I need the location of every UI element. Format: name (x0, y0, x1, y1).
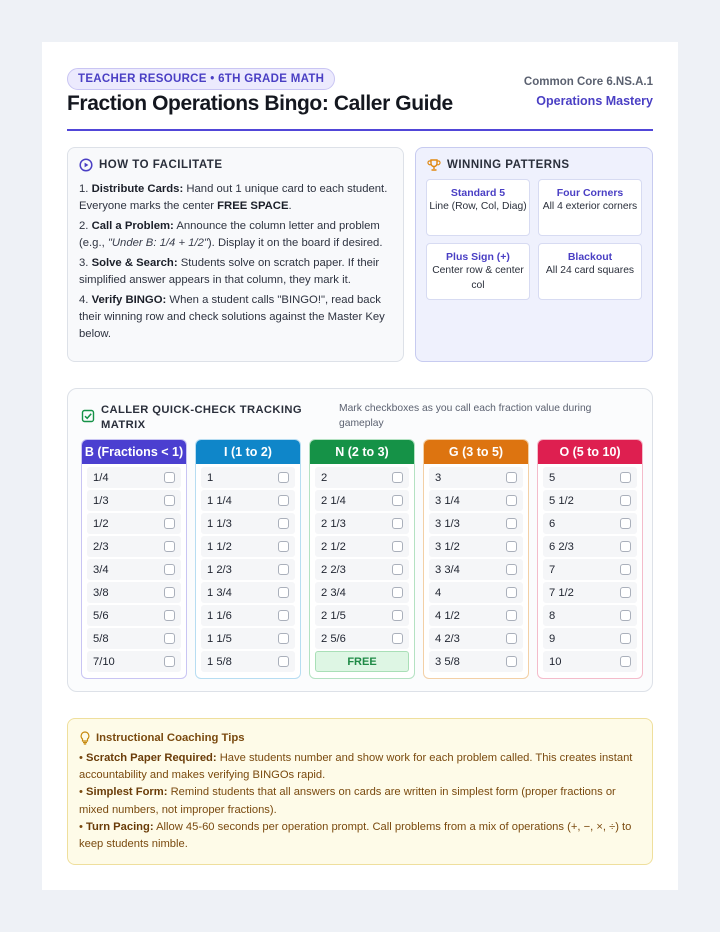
value-label: 2 1/4 (321, 494, 346, 507)
value-checkbox[interactable] (506, 564, 517, 575)
value-checkbox[interactable] (506, 541, 517, 552)
value-checkbox[interactable] (278, 564, 289, 575)
tracking-row (315, 605, 409, 626)
pattern-card: Blackout All 24 card squares (538, 243, 642, 300)
tracking-row (429, 467, 523, 488)
value-checkbox[interactable] (278, 541, 289, 552)
value-label: 4 (435, 586, 442, 599)
worksheet-page (42, 42, 678, 890)
tracking-row (429, 559, 523, 580)
tracking-row (201, 536, 295, 557)
tip-item: • Simplest Form: Remind students that all answers on cards are written in simplest form (proper fractions or mixed numbers, not improper fractions). (79, 786, 616, 816)
tracking-row (543, 651, 637, 672)
value-checkbox[interactable] (278, 495, 289, 506)
value-label: 2 1/5 (321, 609, 346, 622)
value-label: 1 1/4 (207, 494, 232, 507)
value-label: 1 (207, 471, 214, 484)
winning-heading-text: WINNING PATTERNS (447, 159, 570, 171)
column-header: N (2 to 3) (310, 440, 414, 464)
value-checkbox[interactable] (620, 564, 631, 575)
matrix-column (423, 439, 529, 679)
value-label: 5 1/2 (549, 494, 574, 507)
step-2: 2. Call a Problem: Announce the column letter and problem (e.g., "Under B: 1/4 + 1/2"). Display it on the board if desired. (79, 219, 383, 250)
tracking-row (87, 559, 181, 580)
matrix-column (195, 439, 301, 679)
column-body (82, 464, 186, 677)
value-label: 2 (321, 471, 328, 484)
value-label: 1/3 (93, 494, 109, 507)
matrix-note: Mark checkboxes as you call each fraction value during gameplay (339, 403, 592, 429)
value-checkbox[interactable] (392, 633, 403, 644)
value-label: 6 (549, 517, 556, 530)
tracking-row (543, 467, 637, 488)
value-label: 3/4 (93, 563, 109, 576)
value-label: 10 (549, 655, 562, 668)
tracking-row (543, 490, 637, 511)
column-body (424, 464, 528, 677)
column-body (538, 464, 642, 677)
step-3: 3. Solve & Search: Students solve on scratch paper. If their simplified answer appears in that column, they mark it. (79, 256, 380, 287)
value-checkbox[interactable] (620, 587, 631, 598)
value-label: 1 2/3 (207, 563, 232, 576)
value-checkbox[interactable] (164, 495, 175, 506)
play-circle-icon (79, 158, 93, 172)
tracking-row (315, 490, 409, 511)
value-checkbox[interactable] (164, 656, 175, 667)
tracking-row (429, 490, 523, 511)
value-label: 5/6 (93, 609, 109, 622)
value-label: 7 1/2 (549, 586, 574, 599)
value-label: 2/3 (93, 540, 109, 553)
value-label: 1 1/6 (207, 609, 232, 622)
winning-heading (427, 158, 641, 172)
value-label: 8 (549, 609, 556, 622)
value-checkbox[interactable] (164, 587, 175, 598)
matrix-heading-text: CALLER QUICK-CHECK TRACKING MATRIX (101, 404, 302, 431)
value-label: 7 (549, 563, 556, 576)
facilitate-steps (79, 181, 392, 343)
tracking-row (543, 536, 637, 557)
value-label: 2 1/3 (321, 517, 346, 530)
tracking-row (87, 628, 181, 649)
value-checkbox[interactable] (278, 587, 289, 598)
tracking-row (87, 582, 181, 603)
free-space-cell: FREE (315, 651, 409, 672)
tracking-row (543, 513, 637, 534)
pattern-card: Standard 5 Line (Row, Col, Diag) (426, 179, 530, 236)
tracking-row (543, 582, 637, 603)
page-title: Fraction Operations Bingo: Caller Guide (67, 92, 453, 115)
standard-code: Common Core 6.NS.A.1 (523, 76, 653, 88)
tracking-matrix (67, 388, 653, 692)
value-label: 1/2 (93, 517, 109, 530)
value-checkbox[interactable] (506, 472, 517, 483)
tracking-row (87, 605, 181, 626)
step-1: 1. Distribute Cards: Hand out 1 unique card to each student. Everyone marks the center FREE SPACE. (79, 183, 388, 213)
value-checkbox[interactable] (506, 656, 517, 667)
tracking-row (315, 467, 409, 488)
trophy-icon (427, 158, 441, 172)
step-4: 4. Verify BINGO: When a student calls "BINGO!", read back their winning row and check solutions against the Master Key below. (79, 293, 385, 341)
tracking-row (543, 605, 637, 626)
matrix-column (309, 439, 415, 679)
tracking-row (543, 628, 637, 649)
lightbulb-icon (79, 731, 91, 745)
pattern-card: Plus Sign (+) Center row & center col (426, 243, 530, 300)
value-label: 1 1/2 (207, 540, 232, 553)
tracking-row (543, 559, 637, 580)
tip-item: • Scratch Paper Required: Have students number and show work for each problem called. This creates instant accountability and makes verifying BINGOs rapid. (79, 752, 633, 782)
tracking-row (201, 513, 295, 534)
column-header: G (3 to 5) (424, 440, 528, 464)
value-label: 3 1/3 (435, 517, 460, 530)
value-label: 2 2/3 (321, 563, 346, 576)
value-checkbox[interactable] (278, 656, 289, 667)
value-label: 3 5/8 (435, 655, 460, 668)
value-checkbox[interactable] (164, 541, 175, 552)
tracking-row (201, 582, 295, 603)
tracking-row (429, 513, 523, 534)
column-header: O (5 to 10) (538, 440, 642, 464)
value-label: 2 5/6 (321, 632, 346, 645)
value-checkbox[interactable] (392, 564, 403, 575)
value-checkbox[interactable] (620, 495, 631, 506)
value-label: 6 2/3 (549, 540, 574, 553)
value-checkbox[interactable] (620, 541, 631, 552)
value-label: 5 (549, 471, 556, 484)
value-checkbox[interactable] (392, 541, 403, 552)
tracking-row (87, 513, 181, 534)
value-checkbox[interactable] (506, 587, 517, 598)
column-header: I (1 to 2) (196, 440, 300, 464)
value-checkbox[interactable] (164, 633, 175, 644)
tracking-row (429, 628, 523, 649)
value-label: 5/8 (93, 632, 109, 645)
value-label: 2 3/4 (321, 586, 346, 599)
value-label: 3 1/4 (435, 494, 460, 507)
tips-list (79, 750, 641, 853)
value-checkbox[interactable] (506, 610, 517, 621)
value-checkbox[interactable] (506, 633, 517, 644)
pattern-card: Four Corners All 4 exterior corners (538, 179, 642, 236)
value-checkbox[interactable] (278, 610, 289, 621)
tracking-row (87, 490, 181, 511)
value-checkbox[interactable] (620, 656, 631, 667)
header-divider (67, 129, 653, 131)
tracking-row (201, 628, 295, 649)
value-label: 1 5/8 (207, 655, 232, 668)
tracking-row (429, 582, 523, 603)
standard-name: Operations Mastery (536, 94, 653, 108)
tracking-row (201, 651, 295, 672)
resource-badge: TEACHER RESOURCE • 6TH GRADE MATH (67, 68, 335, 90)
value-checkbox[interactable] (164, 610, 175, 621)
tip-item: • Turn Pacing: Allow 45-60 seconds per operation prompt. Call problems from a mix of operations (+, −, ×, ÷) to keep students nimble. (79, 820, 632, 851)
value-label: 1 3/4 (207, 586, 232, 599)
checkbox-check-icon (81, 409, 95, 423)
tracking-row (87, 651, 181, 672)
matrix-columns (81, 439, 643, 679)
column-body (196, 464, 300, 677)
winning-patterns-panel (415, 147, 653, 362)
tracking-row (201, 467, 295, 488)
value-checkbox[interactable] (506, 495, 517, 506)
matrix-heading (81, 403, 311, 432)
value-checkbox[interactable] (392, 587, 403, 598)
tracking-row (87, 467, 181, 488)
coaching-tips-panel (67, 718, 653, 865)
value-checkbox[interactable] (506, 518, 517, 529)
facilitate-heading-text: HOW TO FACILITATE (99, 159, 223, 171)
value-checkbox[interactable] (392, 495, 403, 506)
tips-heading-text: Instructional Coaching Tips (96, 732, 245, 744)
tips-heading (79, 731, 641, 745)
value-checkbox[interactable] (620, 610, 631, 621)
value-label: 1 1/5 (207, 632, 232, 645)
value-label: 1 1/3 (207, 517, 232, 530)
value-checkbox[interactable] (278, 633, 289, 644)
tracking-row (315, 582, 409, 603)
value-checkbox[interactable] (620, 633, 631, 644)
value-checkbox[interactable] (392, 610, 403, 621)
value-label: 3/8 (93, 586, 109, 599)
value-label: 2 1/2 (321, 540, 346, 553)
tracking-row (315, 513, 409, 534)
tracking-row (87, 536, 181, 557)
value-label: 3 3/4 (435, 563, 460, 576)
matrix-column (81, 439, 187, 679)
tracking-row (201, 559, 295, 580)
value-label: 7/10 (93, 655, 115, 668)
pattern-grid (426, 179, 642, 300)
value-label: 1/4 (93, 471, 109, 484)
value-checkbox[interactable] (278, 472, 289, 483)
tracking-row (315, 536, 409, 557)
matrix-column (537, 439, 643, 679)
value-label: 9 (549, 632, 556, 645)
tracking-row (315, 559, 409, 580)
value-label: 4 1/2 (435, 609, 460, 622)
tracking-row (315, 628, 409, 649)
value-checkbox[interactable] (620, 472, 631, 483)
value-label: 3 (435, 471, 442, 484)
value-checkbox[interactable] (278, 518, 289, 529)
tracking-row (429, 536, 523, 557)
column-header: B (Fractions < 1) (82, 440, 186, 464)
value-checkbox[interactable] (164, 564, 175, 575)
tracking-row (429, 651, 523, 672)
value-checkbox[interactable] (392, 518, 403, 529)
value-label: 3 1/2 (435, 540, 460, 553)
value-checkbox[interactable] (164, 472, 175, 483)
facilitate-panel (67, 147, 404, 362)
tracking-row (201, 490, 295, 511)
value-checkbox[interactable] (392, 472, 403, 483)
tracking-row (429, 605, 523, 626)
value-checkbox[interactable] (164, 518, 175, 529)
facilitate-heading (79, 158, 392, 172)
tracking-row (201, 605, 295, 626)
value-checkbox[interactable] (620, 518, 631, 529)
value-label: 4 2/3 (435, 632, 460, 645)
column-body (310, 464, 414, 677)
